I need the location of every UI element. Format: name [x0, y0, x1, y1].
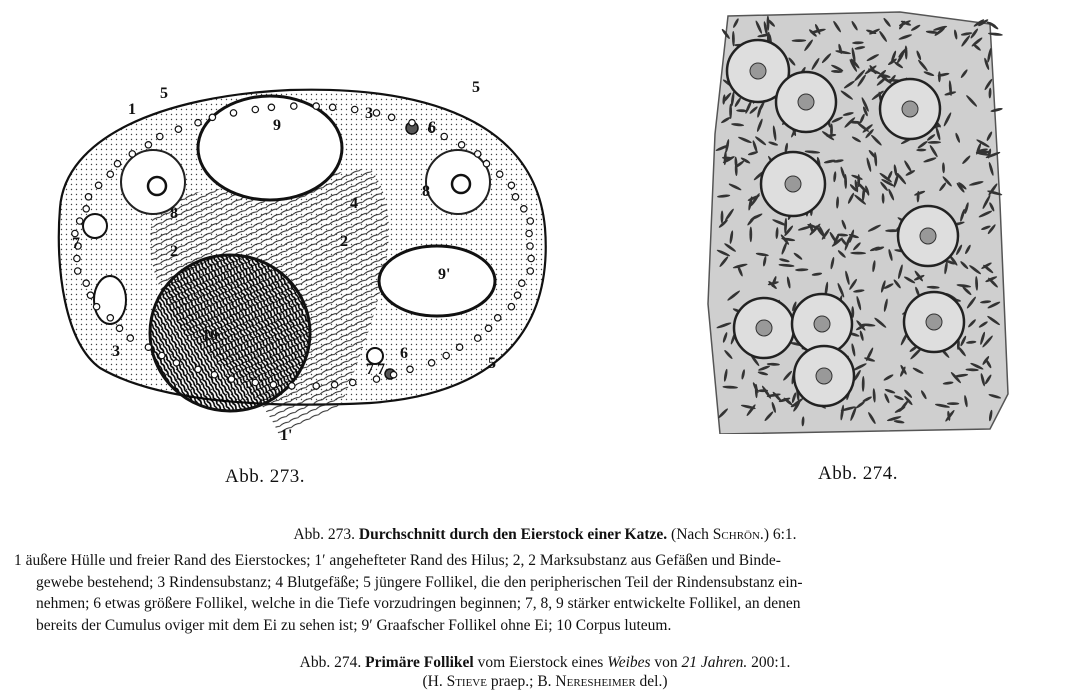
figure-274-primary-follicles	[700, 4, 1010, 434]
follicle-8-right	[426, 150, 490, 214]
caption-273-source-open: (Nach	[671, 526, 709, 543]
figure-number: 5	[160, 85, 168, 102]
follicle-9-prime	[379, 246, 495, 316]
caption-273-title: Durchschnitt durch den Eierstock einer Katze.	[358, 526, 668, 543]
oocyte-nucleus	[750, 63, 766, 79]
corpus-luteum	[150, 255, 310, 411]
figure-number: 10	[202, 327, 218, 344]
caption-273	[0, 524, 1090, 545]
caption-274-title: Primäre Follikel	[365, 654, 474, 671]
figure-274-label: Abb. 274.	[818, 463, 898, 484]
credit-mid: praep.; B.	[490, 673, 552, 690]
legend-line: gewebe bestehend; 3 Rindensubstanz; 4 Blutgefäße; 5 jüngere Follikel, die den peripherischen Teil der Rindensubstanz ein-	[36, 573, 803, 591]
figure-number: 1'	[280, 427, 293, 444]
credit-open: (H.	[422, 673, 443, 690]
oocyte-nucleus	[926, 314, 942, 330]
caption-274-mid2: von	[654, 654, 678, 671]
caption-273-scale: 6:1.	[772, 526, 797, 543]
caption-274-credits	[0, 671, 1090, 692]
caption-273-legend	[14, 550, 1084, 636]
figure-273-label: Abb. 273.	[225, 466, 305, 487]
caption-273-source-close: )	[763, 526, 769, 543]
legend-line: nehmen; 6 etwas größere Follikel, welche in die Tiefe vorzudringen beginnen; 7, 8, 9 stärker entwickelte Follikel, an denen	[36, 595, 801, 612]
figure-number: 7	[366, 361, 374, 378]
caption-274-prefix: Abb. 274.	[299, 654, 362, 671]
primary-follicles-illustration	[700, 4, 1010, 434]
figure-number: 7	[377, 361, 385, 378]
caption-273-source-name: Schrön.	[712, 526, 764, 543]
caption-274-scale: 200:1.	[751, 654, 791, 671]
caption-274	[0, 652, 1090, 673]
ovary-section-illustration	[40, 78, 560, 448]
oocyte-nucleus	[798, 94, 814, 110]
figure-number: 4	[350, 195, 358, 212]
figure-number: 5	[472, 79, 480, 96]
figure-number: 9'	[438, 266, 451, 283]
figure-number: 8	[170, 205, 178, 222]
oocyte-nucleus	[756, 320, 772, 336]
follicle-9	[198, 96, 342, 200]
oocyte-nucleus	[785, 176, 801, 192]
figure-number: 6	[400, 345, 408, 362]
caption-274-italic1: Weibes	[607, 654, 651, 671]
figure-273-ovary-section	[40, 78, 560, 448]
figure-number: 3	[365, 105, 373, 122]
credit-close: del.)	[639, 673, 668, 690]
figure-number: 8	[422, 183, 430, 200]
figure-number: 1	[128, 101, 136, 118]
credit-name-1: Stieve	[446, 673, 487, 690]
caption-274-mid1: vom Eierstock eines	[477, 654, 604, 671]
figure-number: 7	[72, 235, 80, 252]
oocyte-nucleus	[816, 368, 832, 384]
legend-line: 1 äußere Hülle und freier Rand des Eierstockes; 1′ angehefteter Rand des Hilus; 2, 2 Marksubstanz aus Gefäßen und Binde-	[14, 552, 781, 569]
follicle-7-left	[83, 214, 107, 238]
oocyte-nucleus	[902, 101, 918, 117]
credit-name-2: Neresheimer	[555, 673, 636, 690]
figure-number: 9	[273, 117, 281, 134]
caption-273-prefix: Abb. 273.	[293, 526, 356, 543]
oocyte-nucleus	[814, 316, 830, 332]
figure-number: 2	[170, 243, 178, 260]
caption-274-italic2: 21 Jahren.	[681, 654, 748, 671]
figure-number: 6	[428, 119, 436, 136]
figure-number: 5	[488, 355, 496, 372]
figure-number: 3	[112, 343, 120, 360]
figure-number: 2	[340, 233, 348, 250]
oocyte-nucleus	[920, 228, 936, 244]
legend-line: bereits der Cumulus oviger mit dem Ei zu sehen ist; 9′ Graafscher Follikel ohne Ei; 10 Corpus luteum.	[36, 616, 672, 634]
